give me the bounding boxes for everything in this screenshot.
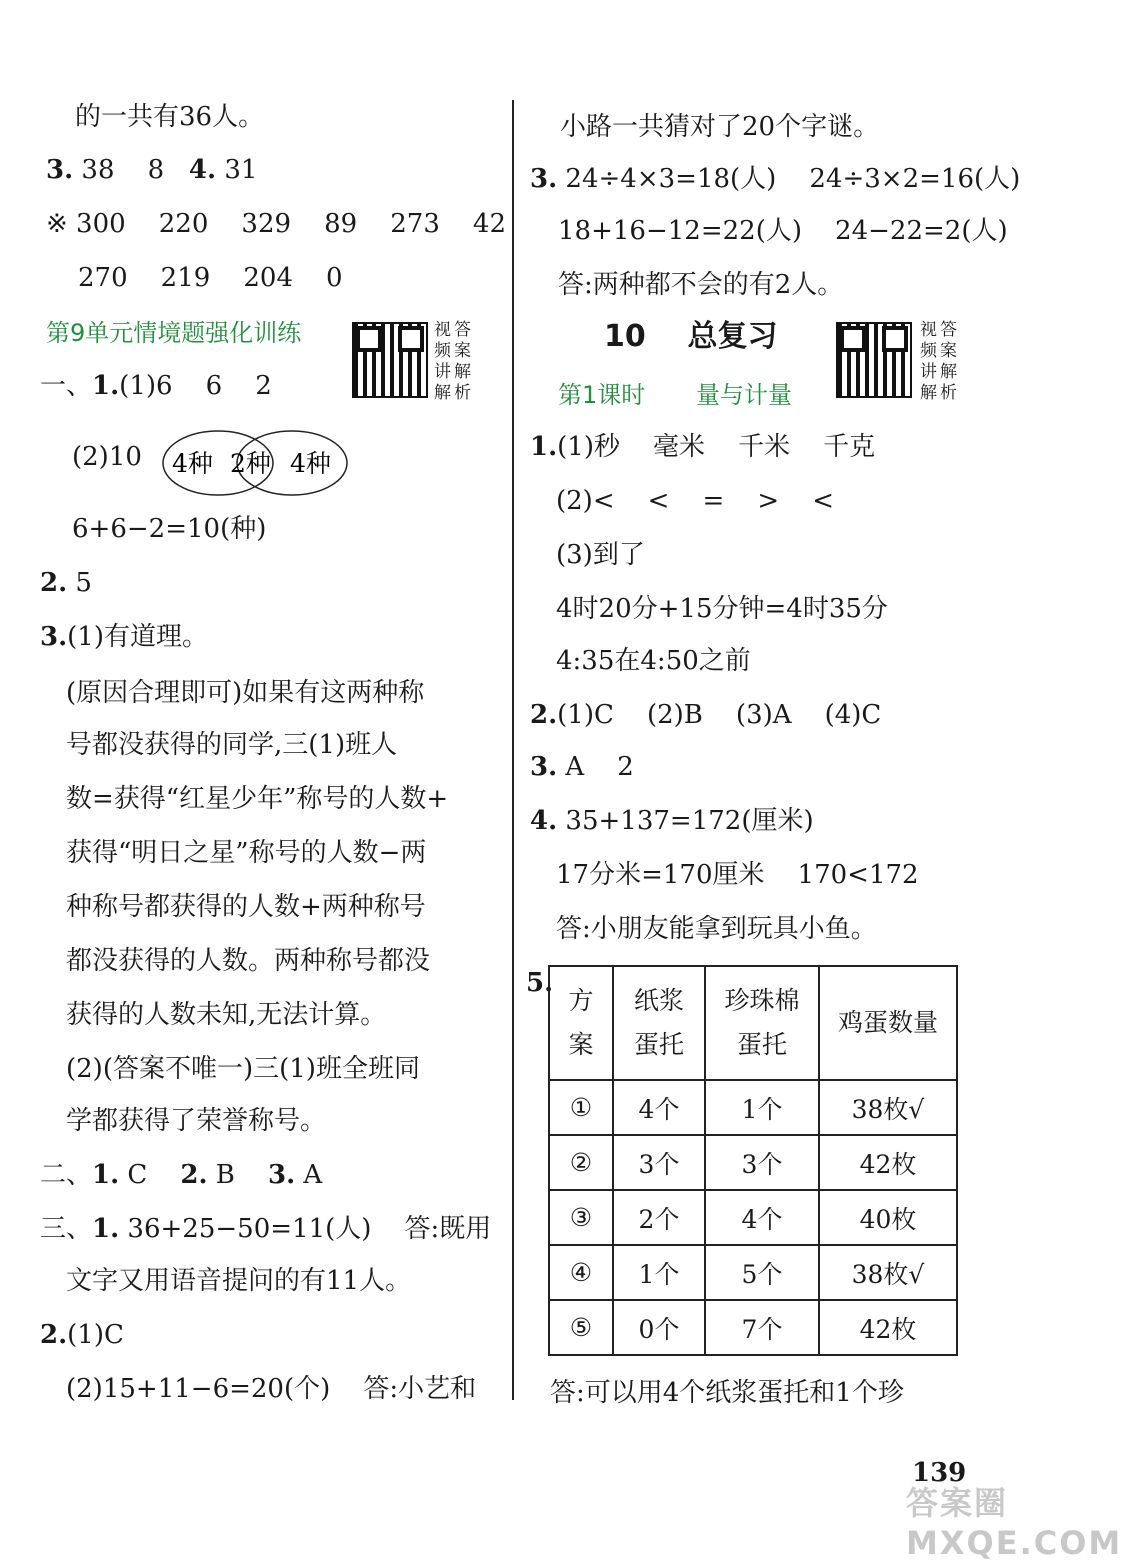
venn-label-middle: 2种 [230,449,271,478]
plan-table [548,965,958,1356]
table-cell: 42枚 [819,1300,957,1355]
answer-line: 3.(1)有道理。 [40,622,208,652]
answer-line: 1.(1)秒 毫米 千米 千克 [530,432,876,462]
answer-line: 4时20分+15分钟=4时35分 [556,594,888,624]
lesson-title: 量与计量 [696,381,792,409]
answer-line: 4. 35+137=172(厘米) [530,806,814,836]
answer-line: (2)< < = > < [556,486,834,516]
answer-line: 2.(1)C (2)B (3)A (4)C [530,700,882,730]
answer-line: 获得的人数未知,无法计算。 [66,1000,387,1030]
qr-code-icon[interactable] [352,322,428,398]
answer-line: 3. 38 8 4. 31 [46,155,258,185]
venn-label-left: 4种 [172,449,213,478]
table-cell: 4个 [613,1080,705,1135]
table-cell: 4个 [705,1190,819,1245]
answer-line: ※ 300 220 329 89 273 42 [46,209,507,239]
answer-line: 2.(1)C [40,1320,124,1350]
answer-line: 一、1.(1)6 6 2 [40,371,272,401]
answer-line: 三、1. 36+25−50=11(人) 答:既用 [40,1214,492,1244]
table-header-row [549,966,957,1080]
answer-line: (原因合理即可)如果有这两种称 [66,678,425,708]
lesson-label: 第1课时 [558,381,646,409]
table-cell: 3个 [613,1135,705,1190]
answer-line: 4:35在4:50之前 [556,646,751,676]
answer-line: 17分米=170厘米 170<172 [556,860,919,890]
table-cell: ④ [549,1245,613,1300]
table-row [549,1190,957,1245]
answer-line: 答:两种都不会的有2人。 [558,270,844,300]
table-cell: 40枚 [819,1190,957,1245]
qr-code-icon[interactable] [836,322,912,398]
table-row [549,1300,957,1355]
answer-line: 数=获得“红星少年”称号的人数+ [66,784,449,814]
column-divider [512,100,514,1400]
answer-line: (2)10 [72,442,142,472]
table-row [549,1245,957,1300]
answer-line: 都没获得的人数。两种称号都没 [66,946,431,976]
table-cell: 7个 [705,1300,819,1355]
table-cell: 2个 [613,1190,705,1245]
qr-caption: 视答频案讲解解析 [434,320,474,403]
answer-line: 2. 5 [40,568,92,598]
table-cell: ① [549,1080,613,1135]
table-row [549,1080,957,1135]
table-cell: 5个 [705,1245,819,1300]
venn-label-right: 4种 [290,449,331,478]
section-title: 第9单元情境题强化训练 [46,319,302,347]
table-cell: 3个 [705,1135,819,1190]
table-header-cell: 鸡蛋数量 [819,966,957,1080]
table-cell: 42枚 [819,1135,957,1190]
watermark-logo: 答案圈 MXQE.COM [906,1484,1122,1562]
table-cell: 0个 [613,1300,705,1355]
table-header-cell: 纸浆 蛋托 [613,966,705,1080]
table-cell: ⑤ [549,1300,613,1355]
page-number: 139 [912,1458,967,1488]
answer-line: 270 219 204 0 [78,263,343,293]
answer-line: 二、1. C 2. B 3. A [40,1160,323,1190]
answer-line: 3. 24÷4×3=18(人) 24÷3×2=16(人) [530,164,1021,194]
table-row [549,1135,957,1190]
table-cell: 38枚√ [819,1080,957,1135]
answer-line: 答:可以用4个纸浆蛋托和1个珍 [550,1378,904,1408]
answer-line: (3)到了 [556,540,645,570]
answer-line: (2)(答案不唯一)三(1)班全班同 [66,1054,420,1084]
answer-line: 答:小朋友能拿到玩具小鱼。 [556,914,877,944]
answer-line: 种称号都获得的人数+两种称号 [66,892,426,922]
table-cell: ② [549,1135,613,1190]
table-cell: 38枚√ [819,1245,957,1300]
answer-line: 的一共有36人。 [75,102,265,132]
answer-line: 6+6−2=10(种) [72,514,267,544]
answer-line: 获得“明日之星”称号的人数−两 [66,838,427,868]
answer-line: (2)15+11−6=20(个) 答:小艺和 [66,1374,477,1404]
table-cell: 1个 [613,1245,705,1300]
question-number: 5. [526,968,554,998]
answer-line: 3. A 2 [530,752,634,782]
qr-caption: 视答频案讲解解析 [920,320,960,403]
answer-line: 学都获得了荣誉称号。 [66,1106,327,1136]
answer-line: 文字又用语音提问的有11人。 [66,1266,412,1296]
answer-line: 小路一共猜对了20个字谜。 [560,112,880,142]
table-header-cell: 方 案 [549,966,613,1080]
table-cell: 1个 [705,1080,819,1135]
table-header-cell: 珍珠棉 蛋托 [705,966,819,1080]
chapter-title: 10 总复习 [604,319,778,354]
answer-line: 18+16−12=22(人) 24−22=2(人) [558,216,1008,246]
answer-line: 号都没获得的同学,三(1)班人 [66,730,398,760]
venn-diagram [160,428,350,498]
table-cell: ③ [549,1190,613,1245]
